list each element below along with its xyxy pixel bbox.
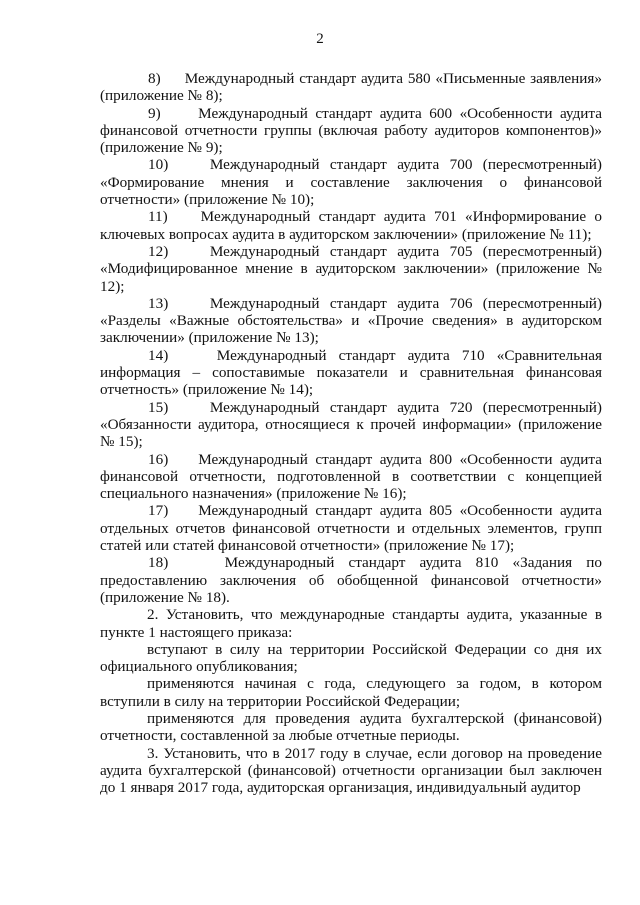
page-number: 2: [316, 31, 324, 47]
list-item: 17) Международный стандарт аудита 805 «Особенности аудита отдельных отчетов финансовой отчетности и отдельных элементов, групп статей или статей финансовой отчетности» (приложение № 17);: [100, 502, 602, 555]
list-item: 18) Международный стандарт аудита 810 «Задания по предоставлению заключения об обобщенной финансовой отчетности» (приложение № 18).: [100, 554, 602, 606]
document-body: [100, 70, 602, 796]
paragraph: применяются начиная с года, следующего за годом, в котором вступили в силу на территории Российской Федерации;: [100, 675, 602, 710]
paragraph: 3. Установить, что в 2017 году в случае, если договор на проведение аудита бухгалтерской (финансовой) отчетности организации был заключен до 1 января 2017 года, аудиторская организация, индивидуальный аудитор: [100, 744, 602, 797]
list-item: 13) Международный стандарт аудита 706 (пересмотренный) «Разделы «Важные обстоятельства» и «Прочие сведения» в аудиторском заключении» (приложение № 13);: [100, 294, 602, 347]
list-item: 11) Международный стандарт аудита 701 «Информирование о ключевых вопросах аудита в аудиторском заключении» (приложение № 11);: [100, 208, 602, 243]
paragraph: вступают в силу на территории Российской Федерации со дня их официального опубликования;: [100, 640, 602, 676]
list-item: 12) Международный стандарт аудита 705 (пересмотренный) «Модифицированное мнение в аудиторском заключении» (приложение № 12);: [100, 242, 602, 295]
list-item: 14) Международный стандарт аудита 710 «Сравнительная информация – сопоставимые показатели и сравнительная финансовая отчетность» (приложение № 14);: [100, 346, 602, 399]
list-item: 10) Международный стандарт аудита 700 (пересмотренный) «Формирование мнения и составление заключения о финансовой отчетности» (приложение № 10);: [100, 156, 602, 209]
list-item: 8) Международный стандарт аудита 580 «Письменные заявления» (приложение № 8);: [100, 70, 602, 105]
paragraph: 2. Установить, что международные стандарты аудита, указанные в пункте 1 настоящего приказа:: [100, 606, 602, 641]
list-item: 9) Международный стандарт аудита 600 «Особенности аудита финансовой отчетности группы (включая работу аудиторов компонентов)» (приложение № 9);: [100, 104, 602, 157]
paragraph: применяются для проведения аудита бухгалтерской (финансовой) отчетности, составленной за любые отчетные периоды.: [100, 709, 602, 745]
list-item: 15) Международный стандарт аудита 720 (пересмотренный) «Обязанности аудитора, относящиеся к прочей информации» (приложение № 15);: [100, 398, 602, 451]
list-item: 16) Международный стандарт аудита 800 «Особенности аудита финансовой отчетности, подготовленной в соответствии с концепцией специального назначения» (приложение № 16);: [100, 450, 602, 503]
